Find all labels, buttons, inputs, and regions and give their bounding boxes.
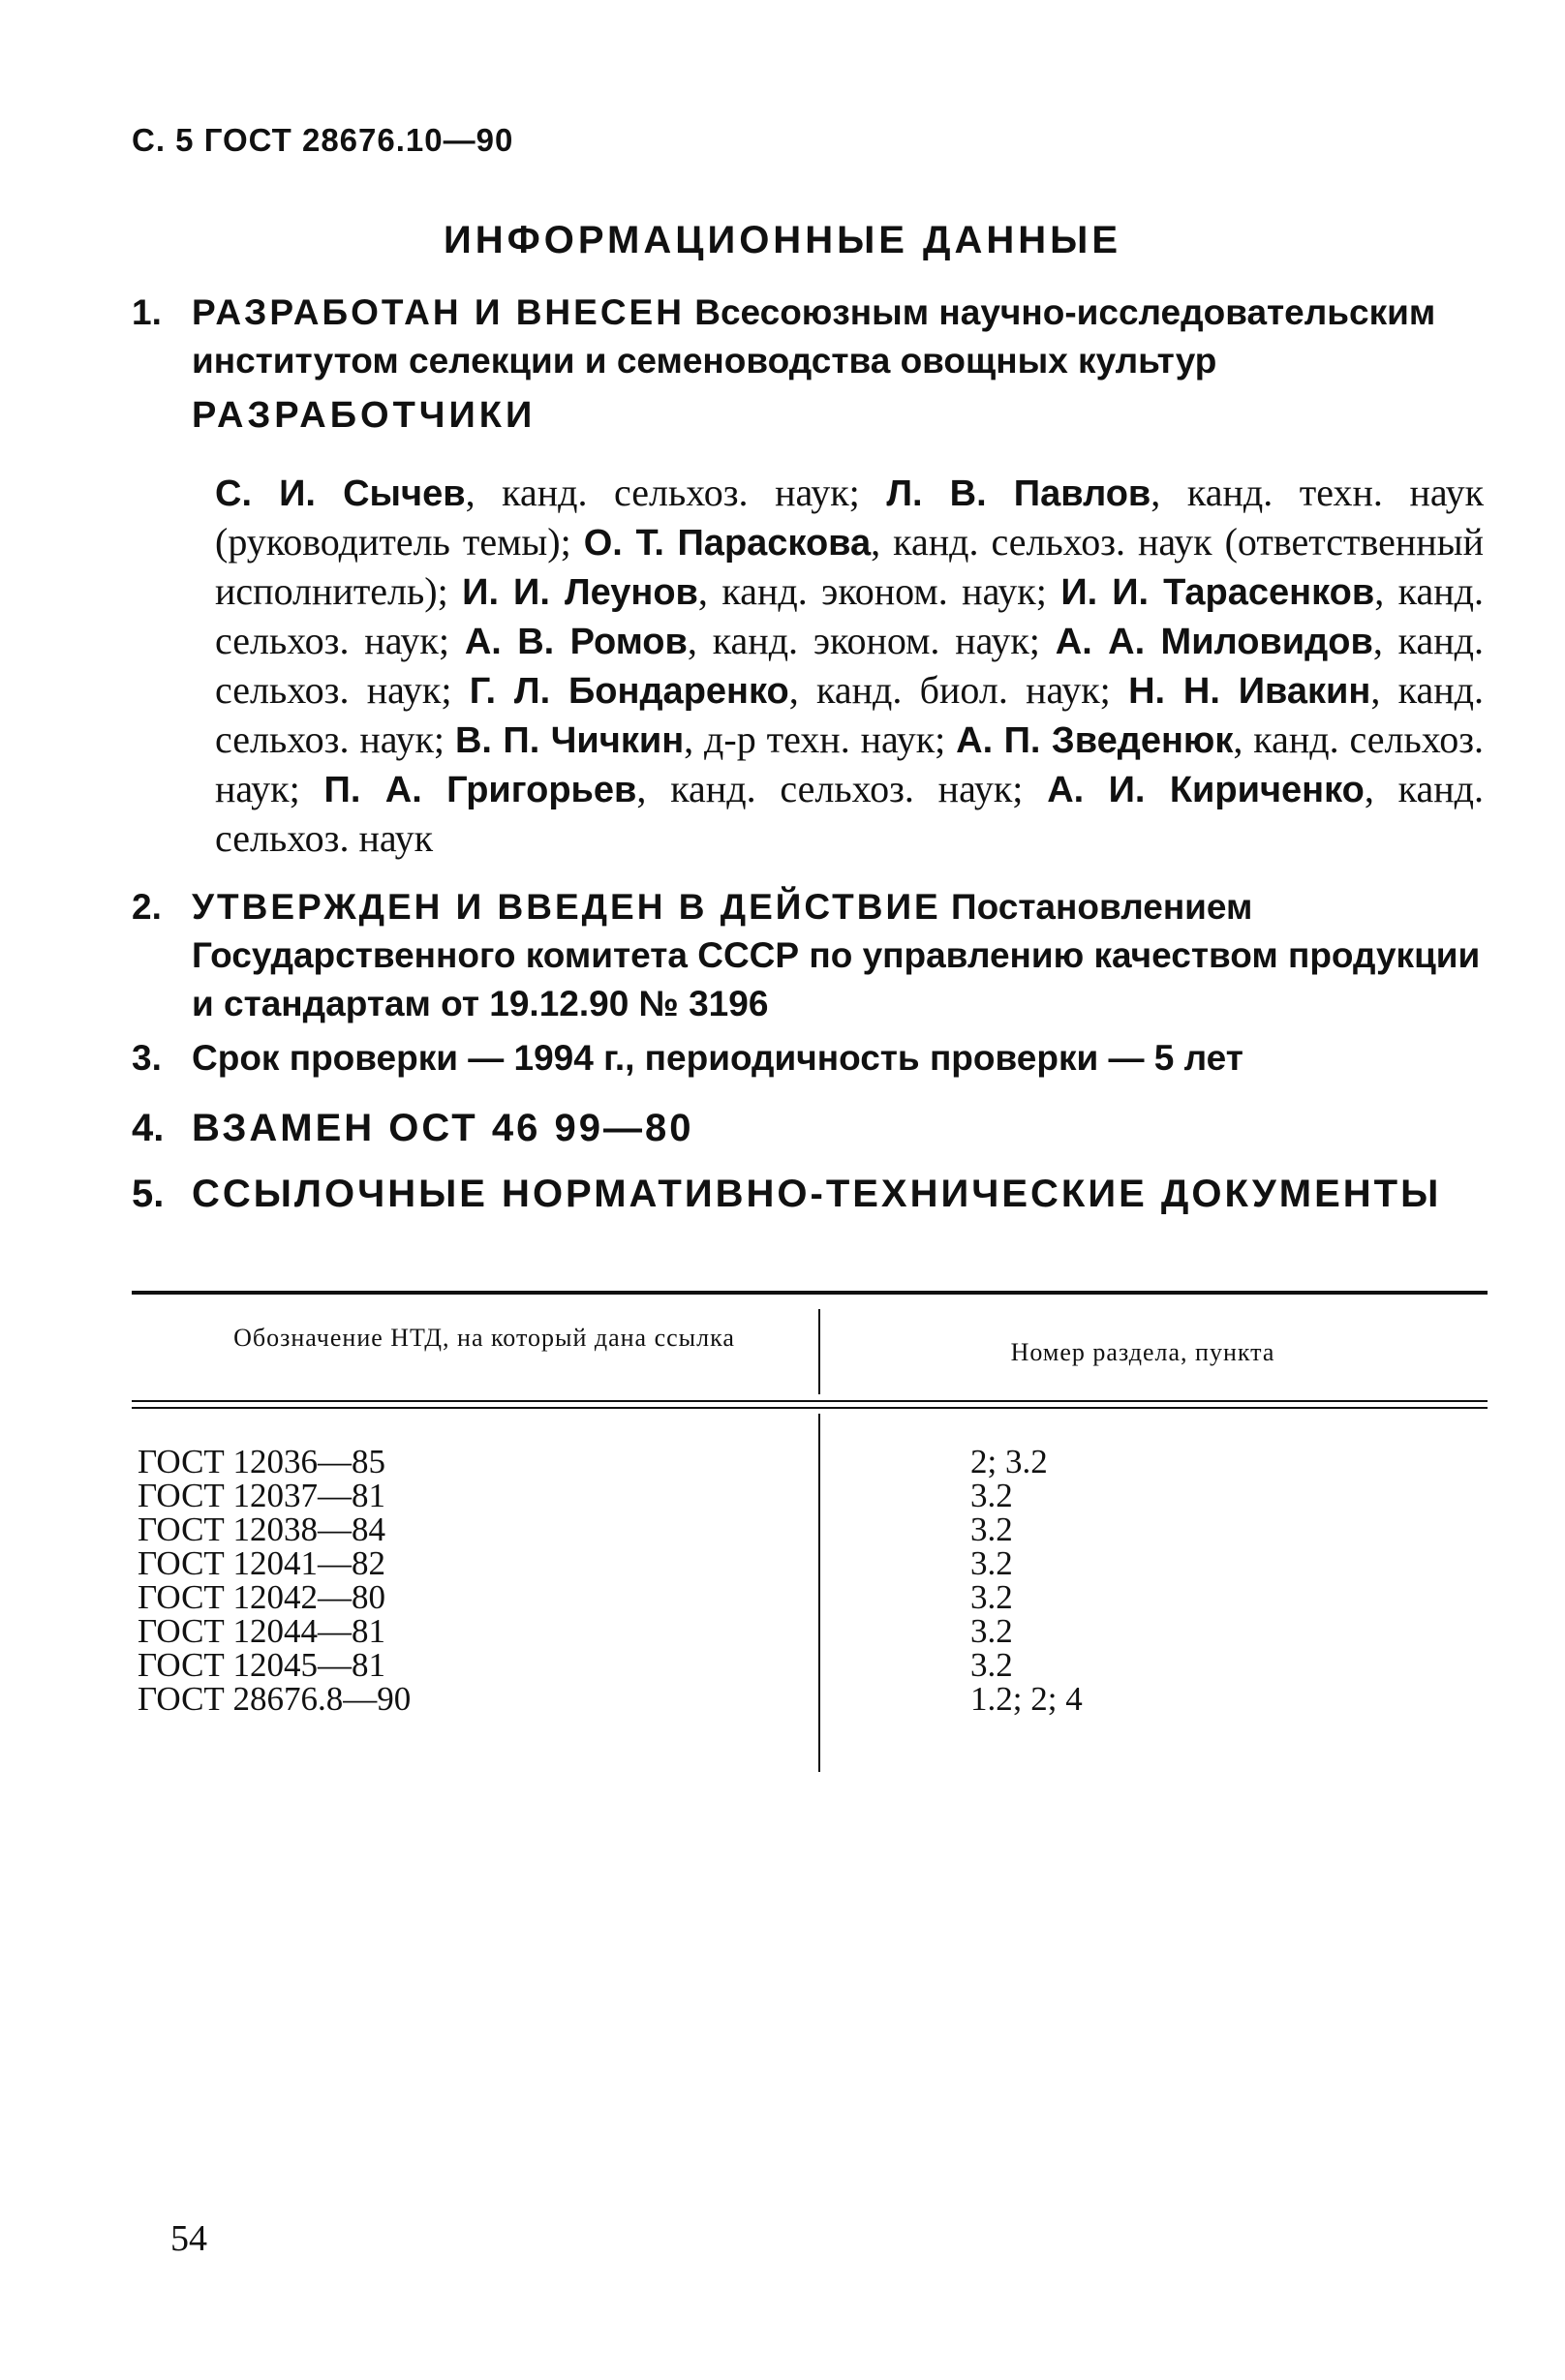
page-title: ИНФОРМАЦИОННЫЕ ДАННЫЕ [443, 219, 1122, 261]
table-header-rule-1 [132, 1400, 1488, 1402]
table-column-section [970, 1445, 1455, 1716]
developer-role: , канд. техн. наук (руководитель темы); [215, 471, 1484, 564]
developer-name: Л. В. Павлов [886, 473, 1151, 514]
page-header: С. 5 ГОСТ 28676.10—90 [132, 122, 514, 158]
table-cell-designation: ГОСТ 12041—82 [138, 1544, 386, 1582]
developer-role: , канд. сельхоз. наук; [215, 569, 1484, 662]
developer-role: , канд. сельхоз. наук; [636, 767, 1048, 810]
table-cell-section: 2; 3.2 [970, 1443, 1048, 1480]
developer-role: , канд. сельхоз. наук [215, 767, 1484, 860]
table-cell-section: 1.2; 2; 4 [970, 1680, 1083, 1718]
developer-role: , канд. биол. наук; [788, 668, 1129, 712]
table-cell-section: 3.2 [970, 1612, 1013, 1650]
item-2-lead: УТВЕРЖДЕН И ВВЕДЕН В ДЕЙСТВИЕ [192, 887, 941, 927]
table-cell-section: 3.2 [970, 1544, 1013, 1582]
developer-role: , канд. сельхоз. наук; [215, 668, 1484, 761]
table-header-divider [818, 1309, 820, 1394]
table-cell-section: 3.2 [970, 1477, 1013, 1514]
developer-role: , канд. эконом. наук; [687, 619, 1056, 662]
table-cell-designation: ГОСТ 12045—81 [138, 1646, 386, 1684]
item-2-number: 2. [132, 887, 162, 927]
item-3-number: 3. [132, 1038, 162, 1078]
table-cell-section: 3.2 [970, 1578, 1013, 1616]
developer-name: И. И. Леунов [462, 572, 698, 613]
table-cell-designation: ГОСТ 12036—85 [138, 1443, 386, 1480]
developer-name: А. П. Зведенюк [956, 720, 1234, 761]
developer-name: С. И. Сычев [215, 473, 466, 514]
table-cell-designation: ГОСТ 28676.8—90 [138, 1680, 412, 1718]
developer-role: , д-р техн. наук; [684, 717, 957, 761]
table-cell-designation: ГОСТ 12038—84 [138, 1510, 386, 1548]
developer-name: А. А. Миловидов [1055, 622, 1373, 662]
item-5 [132, 1172, 1488, 1216]
table-body-divider [818, 1414, 820, 1772]
developer-name: О. Т. Параскова [583, 523, 872, 564]
developer-role: , канд. сельхоз. наук; [465, 471, 887, 514]
table-cell-section: 3.2 [970, 1510, 1013, 1548]
table-header-rule-2 [132, 1407, 1488, 1409]
developers-list [215, 469, 1484, 863]
page-number: 54 [170, 2218, 207, 2259]
developers-heading: РАЗРАБОТЧИКИ [192, 395, 537, 436]
developer-name: Н. Н. Ивакин [1128, 671, 1371, 712]
item-4-text: ВЗАМЕН ОСТ 46 99—80 [192, 1107, 694, 1149]
item-2 [132, 883, 1488, 1028]
table-top-rule [132, 1291, 1488, 1295]
developer-name: В. П. Чичкин [454, 720, 685, 761]
table-cell-designation: ГОСТ 12042—80 [138, 1578, 386, 1616]
item-4-number: 4. [132, 1107, 165, 1149]
developer-role: , канд. сельхоз. наук; [215, 717, 1484, 810]
item-1-lead: РАЗРАБОТАН И ВНЕСЕН [192, 292, 685, 332]
table-header-designation: Обозначение НТД, на который дана ссылка [233, 1324, 735, 1352]
item-3 [132, 1034, 1488, 1083]
item-1-text: Всесоюзным научно-исследовательским институтом селекции и семеноводства овощных культур [192, 292, 1436, 381]
item-4 [132, 1104, 1488, 1152]
developer-name: И. И. Тарасенков [1060, 572, 1375, 613]
item-3-text: Срок проверки — 1994 г., периодичность проверки — 5 лет [192, 1038, 1243, 1078]
table-header-section: Номер раздела, пункта [1010, 1338, 1275, 1366]
item-1-number: 1. [132, 292, 162, 332]
developer-role: , канд. сельхоз. наук; [215, 619, 1484, 712]
table-cell-designation: ГОСТ 12037—81 [138, 1477, 386, 1514]
table-column-designation [138, 1445, 796, 1716]
developer-name: Г. Л. Бондаренко [469, 671, 789, 712]
developer-role: , канд. сельхоз. наук (ответственный исполнитель); [215, 520, 1484, 613]
developer-name: П. А. Григорьев [323, 770, 637, 810]
developer-name: А. И. Кириченко [1047, 770, 1365, 810]
developer-name: А. В. Ромов [464, 622, 688, 662]
developer-role: , канд. эконом. наук; [697, 569, 1061, 613]
item-2-text: Постановлением Государственного комитета СССР по управлению качеством продукции и стандартам от 19.12.90 № 3196 [192, 887, 1481, 1023]
table-cell-section: 3.2 [970, 1646, 1013, 1684]
item-5-number: 5. [132, 1173, 165, 1215]
item-5-text: ССЫЛОЧНЫЕ НОРМАТИВНО-ТЕХНИЧЕСКИЕ ДОКУМЕНТЫ [192, 1173, 1442, 1215]
item-1 [132, 289, 1488, 385]
table-cell-designation: ГОСТ 12044—81 [138, 1612, 386, 1650]
